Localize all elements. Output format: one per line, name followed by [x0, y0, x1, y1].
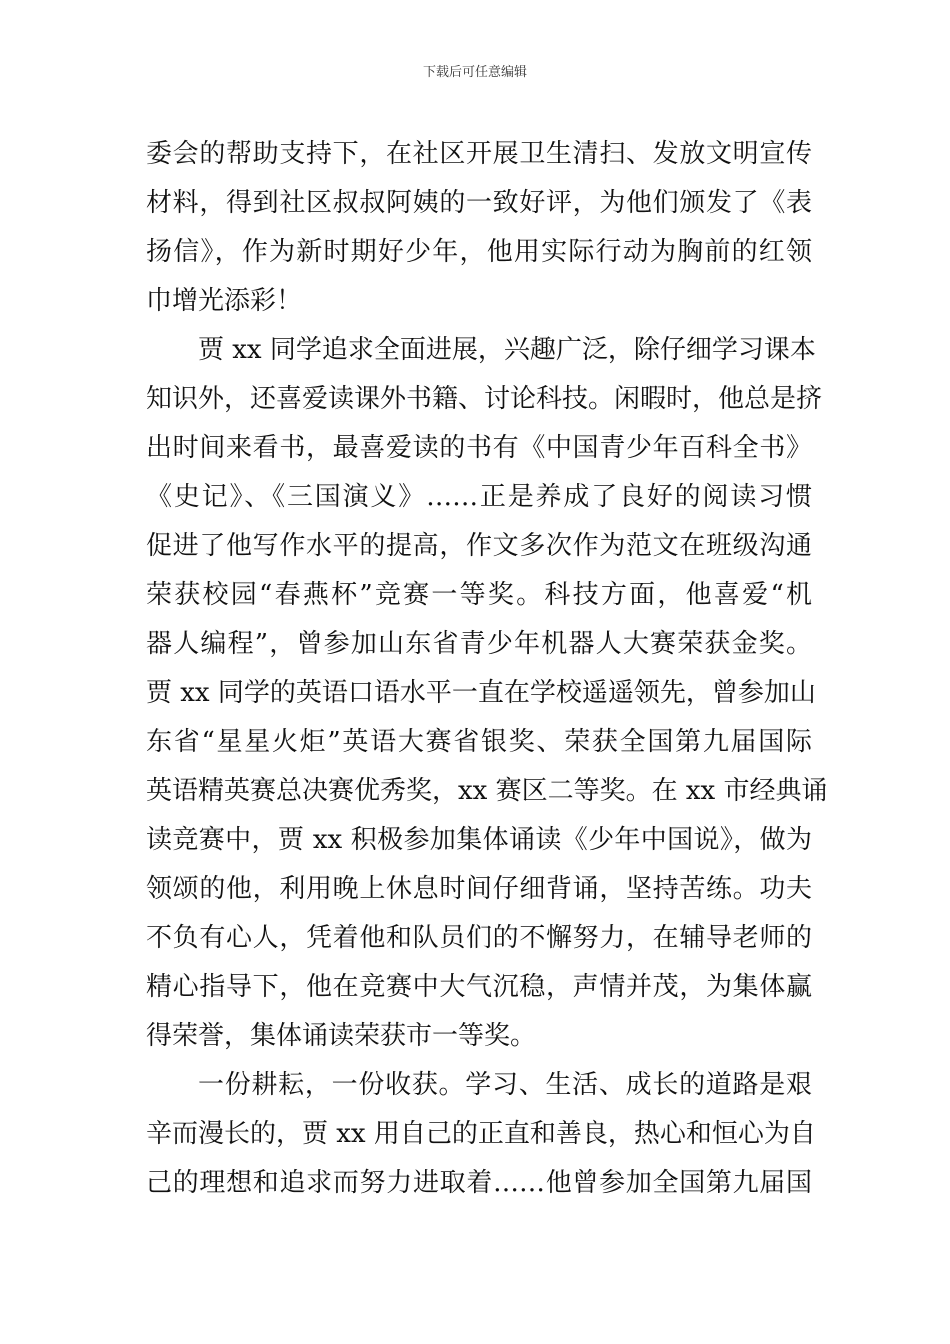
text-line: 巾增光添彩！	[146, 286, 303, 316]
text-line: 材料，得到社区叔叔阿姨的一致好评，为他们颁发了《表	[146, 188, 812, 218]
text-line: 贾 xx 同学的英语口语水平一直在学校遥遥领先，曾参加山	[146, 678, 816, 708]
text-line: 己的理想和追求而努力进取着……他曾参加全国第九届国	[146, 1168, 812, 1198]
text-line: 扬信》，作为新时期好少年，他用实际行动为胸前的红领	[146, 237, 812, 267]
text-line: 荣获校园“春燕杯”竞赛一等奖。科技方面，他喜爱“机	[146, 580, 812, 610]
text-line: 不负有心人，凭着他和队员们的不懈努力，在辅导老师的	[146, 923, 812, 953]
page-header: 下载后可任意编辑	[422, 65, 527, 80]
text-line: 辛而漫长的，贾 xx 用自己的正直和善良，热心和恒心为自	[146, 1119, 816, 1149]
text-line: 器人编程”，曾参加山东省青少年机器人大赛荣获金奖。	[146, 629, 812, 659]
text-line: 领颂的他，利用晚上休息时间仔细背诵，坚持苦练。功夫	[146, 874, 812, 904]
document-body	[146, 130, 828, 1208]
text-line: 促进了他写作水平的提高，作文多次作为范文在班级沟通	[146, 531, 812, 561]
text-line: 出时间来看书，最喜爱读的书有《中国青少年百科全书》	[146, 433, 812, 463]
text-line: 英语精英赛总决赛优秀奖，xx 赛区二等奖。在 xx 市经典诵	[146, 776, 828, 806]
text-line: 《史记》、《三国演义》……正是养成了良好的阅读习惯	[146, 482, 812, 512]
text-line: 读竞赛中，贾 xx 积极参加集体诵读《少年中国说》，做为	[146, 825, 812, 855]
text-line: 得荣誉，集体诵读荣获市一等奖。	[146, 1021, 537, 1051]
text-line: 精心指导下，他在竞赛中大气沉稳，声情并茂，为集体赢	[146, 972, 812, 1002]
paragraph-first-line: 一份耕耘，一份收获。学习、生活、成长的道路是艰	[198, 1070, 812, 1100]
text-line: 委会的帮助支持下，在社区开展卫生清扫、发放文明宣传	[146, 139, 812, 169]
paragraph-first-line: 贾 xx 同学追求全面进展，兴趣广泛，除仔细学习课本	[198, 335, 816, 365]
text-line: 知识外，还喜爱读课外书籍、讨论科技。闲暇时，他总是挤	[146, 384, 823, 414]
text-line: 东省“星星火炬”英语大赛省银奖、荣获全国第九届国际	[146, 727, 812, 757]
